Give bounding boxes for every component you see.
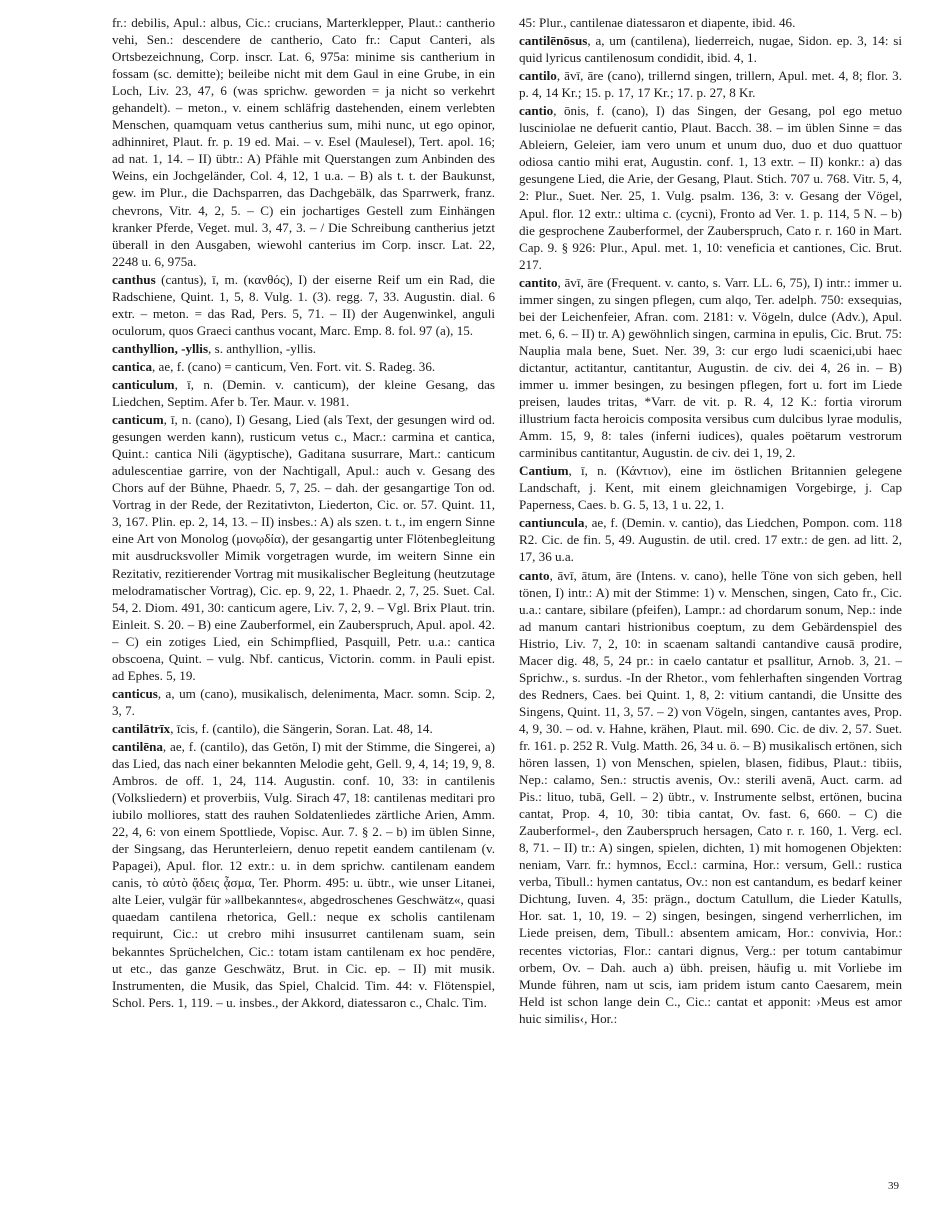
entry-headword: canto: [519, 567, 550, 583]
dictionary-entry: [519, 274, 902, 462]
dictionary-entry: [519, 567, 902, 1027]
dictionary-entry: [112, 14, 495, 270]
entry-headword: cantilēna: [112, 738, 163, 754]
dictionary-entry: [112, 720, 495, 737]
entry-text: , īcis, f. (cantilo), die Sängerin, Soran. Lat. 48, 14.: [170, 720, 433, 736]
entry-text: , s. anthyllion, -yllis.: [208, 340, 317, 356]
entry-headword: cantito: [519, 274, 558, 290]
dictionary-entry: [112, 271, 495, 339]
entry-text: 45: Plur., cantilenae diatessaron et diapente, ibid. 46.: [519, 15, 796, 30]
entry-text: , āvī, āre (Frequent. v. canto, s. Varr. LL. 6, 75), I) intr.: immer u. immer singen, zu singen pflegen, cum alqo, Ter. adelph. 750: exsequias, bei der Leichenfeier, Afran. com. 2181: v. Vögeln, dulce (Adv.), Apul. met. 6, 6. – II) tr. A) gewöhnlich singen, carmina in epulis, Cic. Brut. 75: Nauplia mala bene, Suet. Ner. 39, 3: cur ergo ludi scaenici,ubi haec dictantur, actitantur, cantitantur, Augustin. de civ. dei 4, 26 in. – B) immer u. immer besingen, zu besingen pflegen, fort u. fort im Liede preisen, laudes tritas, *Varr. de vit. p. R. 4, 12 K.: fortia virorum illustrium facta heroicis composita versibus cum dulcibus lyrae modulis, Amm. 15, 9, 8: tales (inferni iudices), quales poëtarum vestrorum carminibus cantitantur, Augustin. de civ. dei 1, 19, 2.: [519, 274, 902, 461]
entry-text: , ōnis, f. (cano), I) das Singen, der Gesang, pol ego metuo lusciniolae ne defuerit cantio, Plaut. Bacch. 38. – im üblen Sinne = das Ableiern, Geleier, iam vero unum et unum duo, duo et duo quattuor odiosa cantio mihi erat, Augustin. conf. 1, 13 extr. – II) konkr.: a) das gesungene Lied, die Arie, der Gesang, Plaut. Stich. 707 u. 768. Vitr. 5, 4, 2: Plur., Suet. Ner. 25, 1. Vulg. psalm. 136, 3: v. Gesang der Vögel, Apul. flor. 12 extr.: ultima c. (cycni), Fronto ad Ver. 1. p. 114, 5 N. – b) die gesprochene Zauberformel, der Zauberspruch, Cato r. r. 160 in Mart. Cap. 9. § 926: Plur., Apul. met. 1, 10: veneficia et cantiones, Cic. Brut. 217.: [519, 103, 902, 272]
right-column: [519, 14, 902, 1174]
dictionary-entry: [519, 14, 902, 31]
entry-text: , ī, n. (Κάντιον), eine im östlichen Britannien gelegene Landschaft, j. Kent, mit einem gleichnamigen Vorgebirge, j. Cap Paperness, Caes. b. G. 5, 13, 1 u. 22, 1.: [519, 463, 902, 513]
entry-headword: canticulum: [112, 376, 175, 392]
left-column: [112, 14, 495, 1174]
entry-text: , ī, n. (cano), I) Gesang, Lied (als Text, der gesungen wird od. gesungen werden kann), rusticum vetus c., Macr.: carmina et cantica, Quint.: cantica Nili (ägyptische), Gaditana susurrare, Mart.: canticum adulescentiae garrire, von der Nachtigall, Apul.: auch v. Gesang des Chors auf der Bühne, Phaedr. 5, 7, 25. – dah. der gesangartige Ton od. Vortrag in der Rede, der Rezitativton, Liederton, Cic. or. 57. Quint. 11, 3, 167. Plin. ep. 2, 14, 13. – II) insbes.: A) als szen. t. t., im engern Sinne eine Art von Monolog (μονῳδία), der gesangartig unter Flötenbegleitung mit ausdrucksvoller Mimik vorgetragen wurde, im weitern Sinne ein Rezitativ, rezitierender Vortrag mit musikalischer Begleitung (heutzutage melodramatischer Vortrag), Cic. ep. 9, 22, 1. Phaedr. 2, 7, 25. Suet. Cal. 54, 2. Diom. 491, 30: canticum agere, Liv. 7, 2, 9. – Vgl. Brix Plaut. trin. Einleit. S. 20. – B) eine Zauberformel, ein Zauberspruch, Apul. apol. 42. – C) ein zotiges Lied, ein Schimpflied, Pasquill, Petr. u.a.: cantica obscoena, Quint. – vulg. Nbf. canticus, Victorin. comm. in Pauli epist. ad Ephes. 5, 19.: [112, 412, 495, 683]
entry-text: fr.: debilis, Apul.: albus, Cic.: crucians, Marterklepper, Plaut.: cantherio vehi, Sen.: descendere de cantherio, Cato fr.: Caput Canteri, als Ortsbezeichnung, Corp. inscr. Lat. 6, 975a: minime sis cantherium in fossam (sc. demitte); beileibe nicht mit dem Gaul in eine Grube, in ein Loch, Liv. 23, 47, 6 (was sprichw. geworden = ja nicht so verkehrt gehandelt). – meton., v. einem schläfrig dastehenden, einem verlebten Menschen, quamquam vetus cantherius sum, mihi nunc, ut ego opinor, adhinniret, Plaut. fr. p. 19 ed. Mai. – v. Esel (Maulesel), Tert. apol. 16; ad nat. 1, 14. – II) übtr.: A) Pfähle mit Querstangen zum Anbinden des Weins, ein Jochgeländer, Col. 4, 12, 1 u.a. – B) als t. t. der Baukunst, gew. im Plur., die Dachsparren, das Dachgebälk, das Sparrwerk, franz. chevrons, Vitr. 4, 2, 5. – C) ein jochartiges Gestell zum Einhängen kranker Pferde, Veget. mul. 3, 47, 3. – / Die Schreibung cantherius jetzt überall in den Ausgaben, wiewohl canterius im Corp. inscr. Lat. 22, 2248 u. 6, 975a.: [112, 15, 495, 269]
dictionary-entry: [519, 67, 902, 101]
entry-text: , ae, f. (cano) = canticum, Ven. Fort. vit. S. Radeg. 36.: [152, 358, 436, 374]
dictionary-page: [112, 14, 906, 1184]
entry-text: , ī, n. (Demin. v. canticum), der kleine Gesang, das Liedchen, Septim. Afer b. Ter. Maur. v. 1981.: [112, 376, 495, 410]
entry-text: , āvī, ātum, āre (Intens. v. cano), helle Töne von sich geben, hell tönen, I) intr.: A) mit der Stimme: 1) v. Menschen, singen, Cato fr., Cic. u.a.: cantare, sibilare (pfeifen), Lampr.: ad chordarum sonum, Nep.: inde ad manum cantari histrionibus coeptum, zu dem Gebärdenspiel des Histrio, Liv. 7, 2, 10: in scaenam saltandi cantandive causā prodire, Macer dig. 48, 5, 24 pr.: in caelo cantatur et psallitur, Arnob. 3, 21. – Sprichw., s. surdus. -In der Rhetor., vom fehlerhaften singenden Vortrag des Redners, Caes. bei Quint. 1, 8, 2: vitium cantandi, die Unsitte des Singens, Quint. 11, 3, 57. – 2) von Vögeln, singen, cantantes aves, Prop. 4, 9, 30. – od. v. Hahne, krähen, Plaut. mil. 690. Cic. de div. 2, 57. Suet. fr. 161. p. 252 R. Vulg. Matth. 26, 34 u. ö. – B) musikalisch ertönen, sich hören lassen, 1) von Menschen, spielen, blasen, fidibus, Plaut.: tibiis, Nep.: calamo, Sen.: structis avenis, Ov.: sterili avenā, Auct. carm. ad Pis.: lituo, tubā, Gell. – 2) übtr., v. Instrumente selbst, ertönen, bucina cantat, Prop. 4, 10, 30: tibia cantat, Ov. fast. 6, 660. – C) die Zauberformel-, den Zauberspruch hersagen, Cato r. r. 160, 1. Verg. ecl. 8, 71. – II) tr.: A) singen, spielen, dichten, 1) mit homogenen Objekten: neniam, Varr. fr.: hymnos, Eccl.: carmina, Hor.: versum, Gell.: rustica verba, Tibull.: hymen cantatus, Ov.: non est cantandum, es bedarf keiner Dichtung, Iuven. 4, 35: prägn., doctum Catullum, die Lieder Katulls, Hor. sat. 1, 10, 19. – 2) singen, besingen, singend verherrlichen, im Liede preisen, dem, Tibull.: absentem amicam, Hor.: convivia, Hor.: recentes victorias, Flor.: cantari dignus, Verg.: per totum cantabimur orbem, Ov. – Dah. auch a) übh. preisen, häufig u. mit Vorliebe im Munde führen, nam ut scis, iam pridem istum canto Caesarem, mein Held ist schon lange dein C., Cic.: cantat et apponit: ›Meus est amor huic similis‹, Hor.:: [519, 567, 902, 1026]
entry-headword: canthyllion, -yllis: [112, 340, 209, 356]
entry-headword: canticus: [112, 685, 158, 701]
entry-text: , a, um (cano), musikalisch, delenimenta, Macr. somn. Scip. 2, 3, 7.: [112, 685, 495, 718]
entry-text: , āvī, āre (cano), trillernd singen, trillern, Apul. met. 4, 8; flor. 3. p. 4, 14 Kr.; 15. p. 17, 17 Kr.; 17. p. 27, 8 Kr.: [519, 68, 902, 101]
entry-headword: canticum: [112, 412, 164, 428]
page-number: 39: [888, 1180, 899, 1192]
entry-headword: cantilēnōsus: [519, 33, 588, 49]
dictionary-entry: [519, 462, 902, 513]
entry-headword: cantio: [519, 103, 554, 119]
dictionary-entry: [112, 340, 495, 357]
dictionary-entry: [112, 738, 495, 1011]
entry-headword: cantilo: [519, 68, 557, 84]
entry-headword: Cantium: [519, 463, 569, 479]
entry-text: (cantus), ī, m. (κανθός), I) der eiserne Reif um ein Rad, die Radschiene, Quint. 1, 5, 8. Vulg. 1. (3). regg. 7, 33. Augustin. dial. 6 extr. – meton. = das Rad, Pers. 5, 71. – II) der Augenwinkel, anguli oculorum, quos Graeci canthus vocant, Marc. Emp. 8. fol. 97 (a), 15.: [112, 271, 495, 338]
dictionary-entry: [112, 376, 495, 410]
entry-headword: cantiuncula: [519, 515, 585, 531]
entry-headword: cantilātrīx: [112, 720, 171, 736]
dictionary-entry: [519, 514, 902, 565]
entry-text: , ae, f. (cantilo), das Getön, I) mit der Stimme, die Singerei, a) das Lied, das nach einer bekannten Melodie geht, Gell. 9, 4, 14; 19, 9, 8. Ambros. de off. 1, 24, 114. Augustin. conf. 10, 33: in cantilenis (Volksliedern) et proverbiis, Vulg. Sirach 47, 18: cantilenas meditari pro iubilo molliores, statt des rauhen Soldatenliedes zärtliche Arien, Amm. 22, 4, 6: von einem Spottliede, Vopisc. Aur. 7. § 2. – b) im üblen Sinne, der Singsang, das Herunterleiern, denuo repetit eandem cantilenam (v. Papagei), Apul. flor. 12 extr.: u. in dem sprichw. cantilenam eandem canis, τὸ αὐτὸ ᾄδεις ᾆσμα, Ter. Phorm. 495: u. übtr., wie unser Litanei, alte Leier, vulgär für »allbekanntes«, abgedroschenes Geschwätz«, quasi quaedam cantilena rhetorica, Gell.: neque ex scholis cantilenam requirunt, Cic.: ut crebro mihi insusurret cantilenam suam, sein bekanntes Sprüchelchen, Cic.: totam istam cantilenam ex hoc pendēre, ut etc., das ganze Geschwätz, Brut. in Cic. ep. – II) mit musik. Instrumenten, die Musik, das Spiel, Chalcid. Tim. 44: v. Flötenspiel, Schol. Pers. 1, 119. – u. insbes., der Akkord, diatessaron c., Chalc. Tim.: [112, 738, 495, 1010]
dictionary-entry: [112, 358, 495, 375]
entry-text: , ae, f. (Demin. v. cantio), das Liedchen, Pompon. com. 118 R2. Cic. de fin. 5, 49. Augustin. de util. cred. 17 extr.: de gen. ad litt. 2, 17, 36 u.a.: [519, 515, 902, 565]
dictionary-entry: [112, 411, 495, 684]
dictionary-entry: [519, 102, 902, 272]
dictionary-entry: [519, 32, 902, 66]
dictionary-entry: [112, 685, 495, 719]
entry-text: , a, um (cantilena), liederreich, nugae, Sidon. ep. 3, 14: si quid lyricus cantilenosum condidit, ibid. 4, 1.: [519, 33, 902, 66]
entry-headword: canthus: [112, 271, 156, 287]
entry-headword: cantica: [112, 358, 152, 374]
